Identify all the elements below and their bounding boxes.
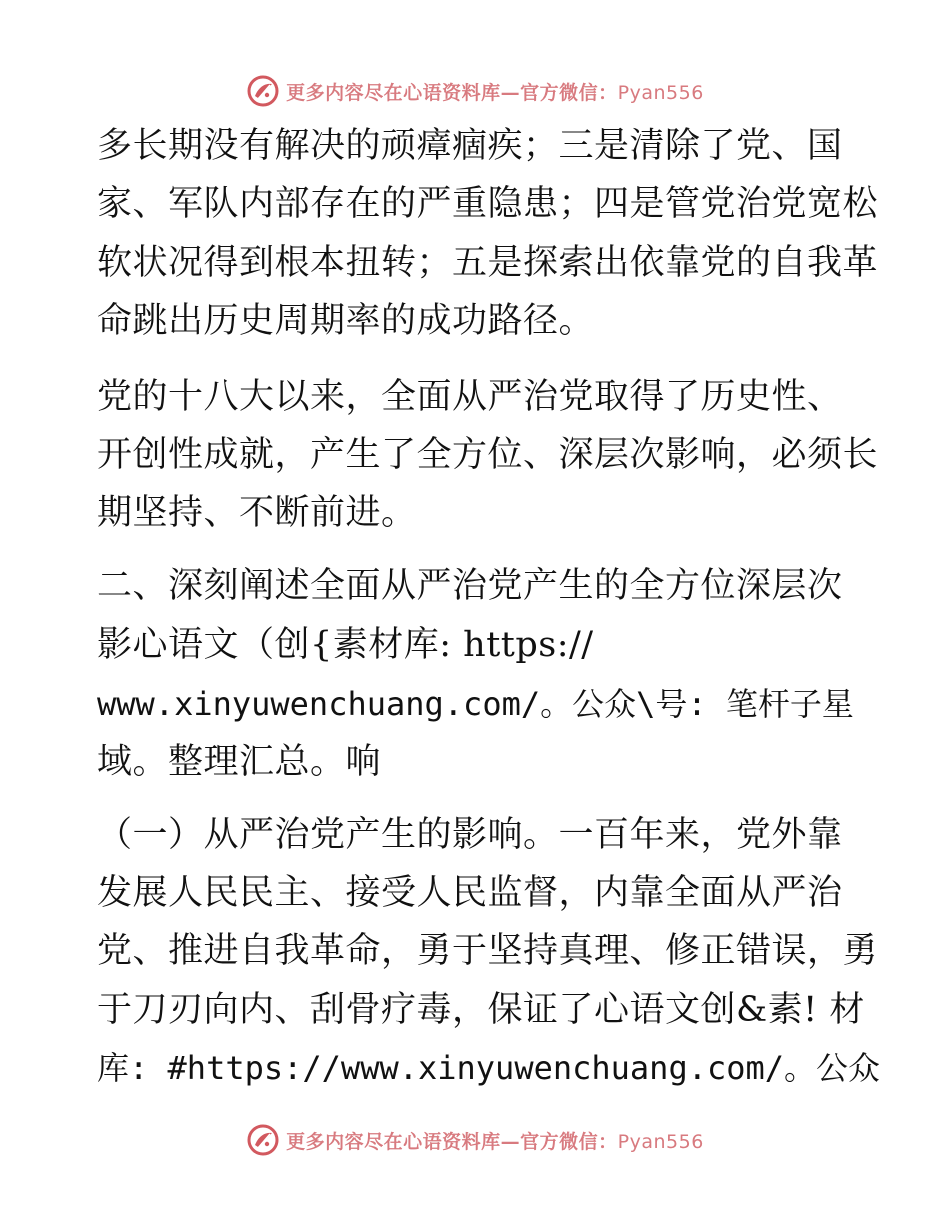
text-line: 期坚持、不断前进。: [97, 493, 417, 533]
text-line-url: www.xinyuwenchuang.com/。公众\号: 笔杆子星: [97, 685, 854, 723]
footer-banner: [0, 1122, 950, 1158]
brand-logo-icon: [246, 1123, 280, 1157]
text-line: 发展人民民主、接受人民监督，内靠全面从严治: [97, 873, 843, 913]
text-line: 党、推进自我革命，勇于坚持真理、修正错误，勇: [97, 931, 879, 971]
text-line: 软状况得到根本扭转；五是探索出依靠党的自我革: [97, 243, 879, 283]
text-line-url: 库: #https://www.xinyuwenchuang.com/。公众: [97, 1049, 881, 1087]
text-line: 党的十八大以来，全面从严治党取得了历史性、: [97, 377, 843, 417]
header-wechat-id: Pyan556: [617, 81, 704, 104]
section-heading: 二、深刻阐述全面从严治党产生的全方位深层次: [97, 566, 843, 606]
footer-banner-text: 更多内容尽在心语资料库—官方微信：Pyan556: [286, 1130, 704, 1153]
text-line: 影心语文（创{素材库: https://: [97, 625, 594, 665]
header-banner-text: 更多内容尽在心语资料库—官方微信：Pyan556: [286, 81, 704, 104]
text-line: 域。整理汇总。响: [97, 742, 382, 782]
text-line: 家、军队内部存在的严重隐患；四是管党治党宽松: [97, 184, 879, 224]
text-line: 命跳出历史周期率的成功路径。: [97, 301, 595, 341]
text-line: 开创性成就，产生了全方位、深层次影响，必须长: [97, 435, 879, 475]
subsection-heading: （一）从严治党产生的影响。一百年来，党外靠: [97, 815, 843, 855]
text-line: 于刀刃向内、刮骨疗毒，保证了心语文创&素! 材: [97, 990, 865, 1030]
text-line: 多长期没有解决的顽瘴痼疾；三是清除了党、国: [97, 126, 843, 166]
footer-wechat-id: Pyan556: [617, 1130, 704, 1153]
